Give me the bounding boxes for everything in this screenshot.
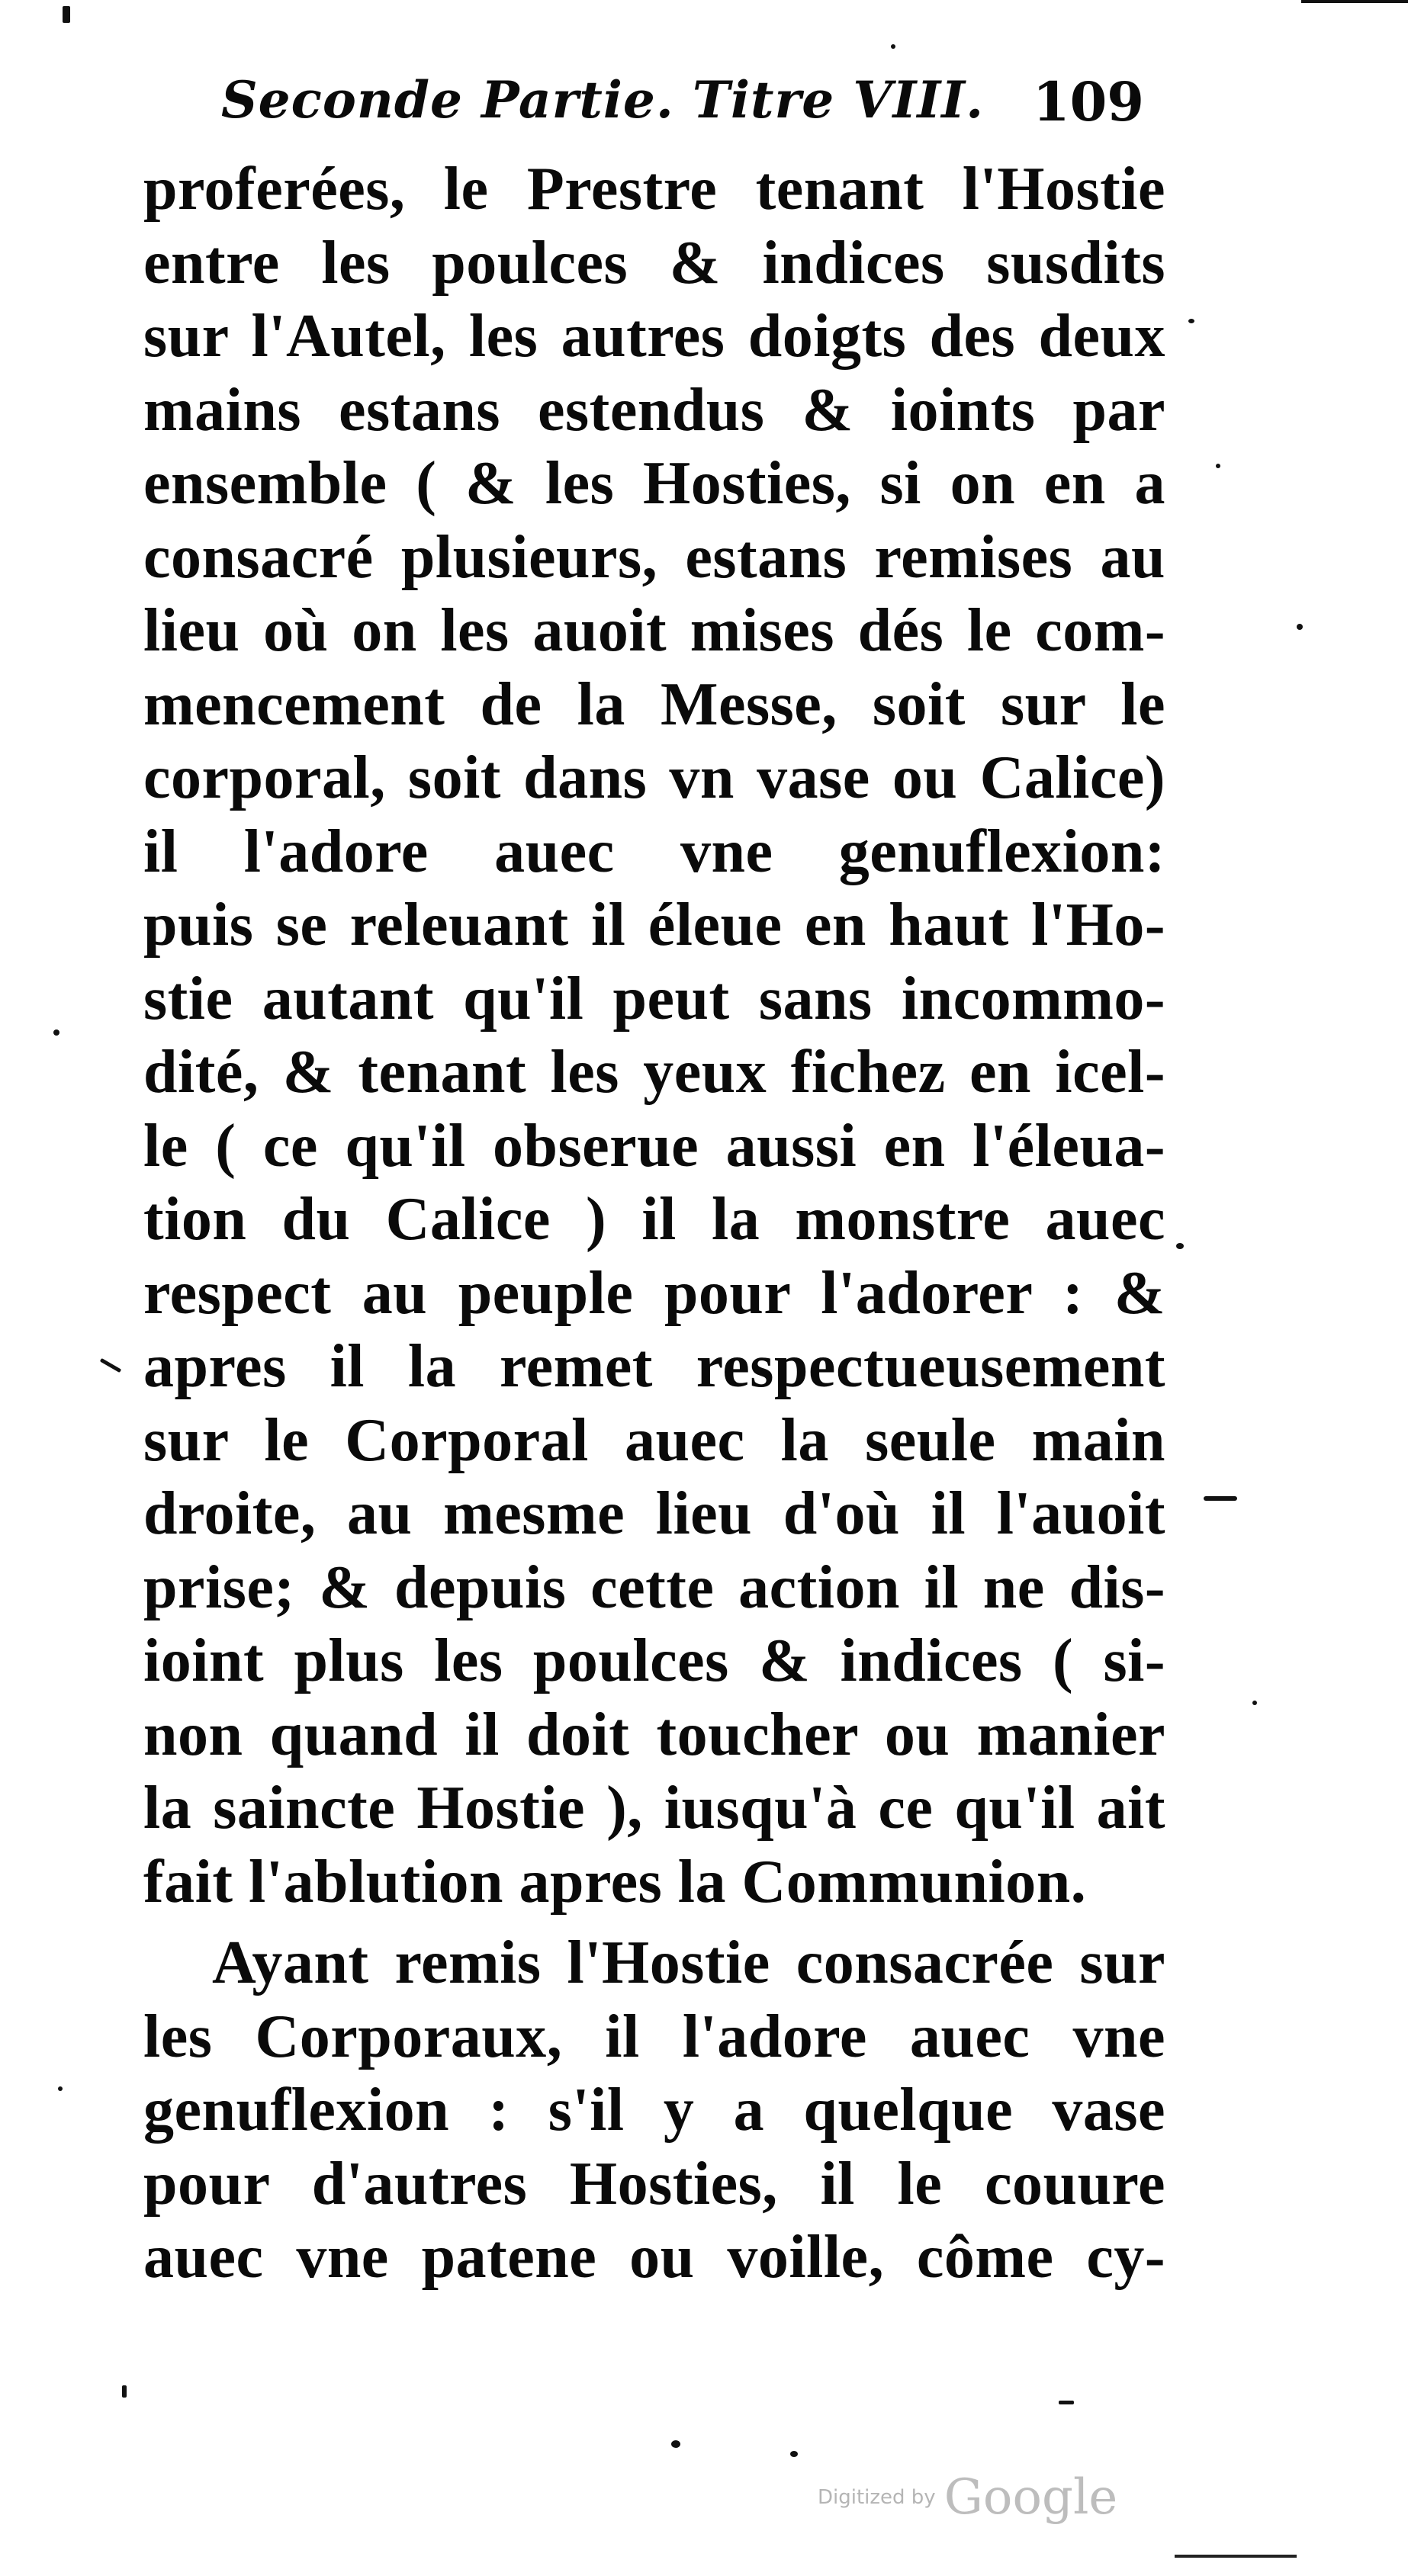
text-line: Ayant remis l'Hostie consacrée sur xyxy=(212,1929,1165,1996)
watermark-logo: Google xyxy=(943,2469,1118,2526)
text-line: non quand il doit toucher ou manier xyxy=(143,1701,1165,1768)
text-line: stie autant qu'il peut sans incommo- xyxy=(143,965,1165,1033)
text-line: les Corporaux, il l'adore auec vne xyxy=(143,2003,1165,2070)
text-line: fait l'ablution apres la Communion. xyxy=(143,1848,1087,1916)
scan-speck xyxy=(122,2385,127,2398)
text-line: ensemble ( & les Hosties, si on en a xyxy=(143,450,1165,517)
text-line: mencement de la Messe, soit sur le xyxy=(143,670,1165,738)
text-line: la saincte Hostie ), iusqu'à ce qu'il ait xyxy=(143,1775,1165,1842)
body-text xyxy=(143,153,1165,2295)
page-number: 109 xyxy=(1032,70,1144,133)
text-line: pour d'autres Hosties, il le couure xyxy=(143,2150,1165,2218)
scan-speck xyxy=(790,2451,798,2457)
scan-speck xyxy=(891,44,895,49)
text-line: apres il la remet respectueusement xyxy=(143,1333,1165,1400)
scan-speck xyxy=(1059,2401,1074,2404)
text-line: sur l'Autel, les autres doigts des deux xyxy=(143,303,1165,370)
scan-speck xyxy=(1252,1701,1257,1705)
text-line: le ( ce qu'il obserue aussi en l'éleua- xyxy=(143,1112,1165,1180)
page-corner-mark xyxy=(1301,0,1408,14)
text-line: genuflexion : s'il y a quelque vase xyxy=(143,2077,1165,2144)
text-line: il l'adore auec vne genuflexion: xyxy=(143,817,1165,885)
text-line: ioint plus les poulces & indices ( si- xyxy=(143,1627,1165,1694)
scan-speck xyxy=(1216,464,1220,468)
scan-speck xyxy=(63,6,70,23)
bottom-rule xyxy=(1175,2555,1297,2558)
scan-speck xyxy=(53,1029,59,1036)
text-line: sur le Corporal auec la seule main xyxy=(143,1406,1165,1474)
text-line: prise; & depuis cette action il ne dis- xyxy=(143,1553,1165,1621)
scan-speck xyxy=(1204,1496,1237,1501)
text-line: lieu où on les auoit mises dés le com- xyxy=(143,597,1165,664)
text-line: dité, & tenant les yeux fichez en icel- xyxy=(143,1039,1165,1106)
text-line: proferées, le Prestre tenant l'Hostie xyxy=(143,156,1165,223)
scan-speck xyxy=(1188,319,1194,323)
paragraph-gap xyxy=(143,1919,1165,1926)
text-line: puis se releuant il éleue en haut l'Ho- xyxy=(143,891,1165,959)
text-line: auec vne patene ou voille, côme cy- xyxy=(143,2224,1165,2291)
scan-speck xyxy=(671,2440,680,2448)
scan-speck xyxy=(100,1358,121,1373)
text-line: consacré plusieurs, estans remises au xyxy=(143,523,1165,591)
digitized-watermark xyxy=(818,2469,1117,2526)
running-head xyxy=(221,70,1159,154)
watermark-prefix: Digitized by xyxy=(818,2486,936,2509)
scan-speck xyxy=(58,2086,63,2091)
text-line: respect au peuple pour l'adorer : & xyxy=(143,1259,1165,1327)
scan-speck xyxy=(1176,1243,1184,1249)
scan-speck xyxy=(1297,624,1303,630)
text-line: tion du Calice ) il la monstre auec xyxy=(143,1186,1165,1253)
text-line: corporal, soit dans vn vase ou Calice) xyxy=(143,744,1165,811)
text-line: mains estans estendus & ioints par xyxy=(143,376,1165,444)
text-line: droite, au mesme lieu d'où il l'auoit xyxy=(143,1480,1165,1547)
text-line: entre les poulces & indices susdits xyxy=(143,229,1165,297)
running-title: Seconde Partie. Titre VIII. xyxy=(221,70,985,130)
